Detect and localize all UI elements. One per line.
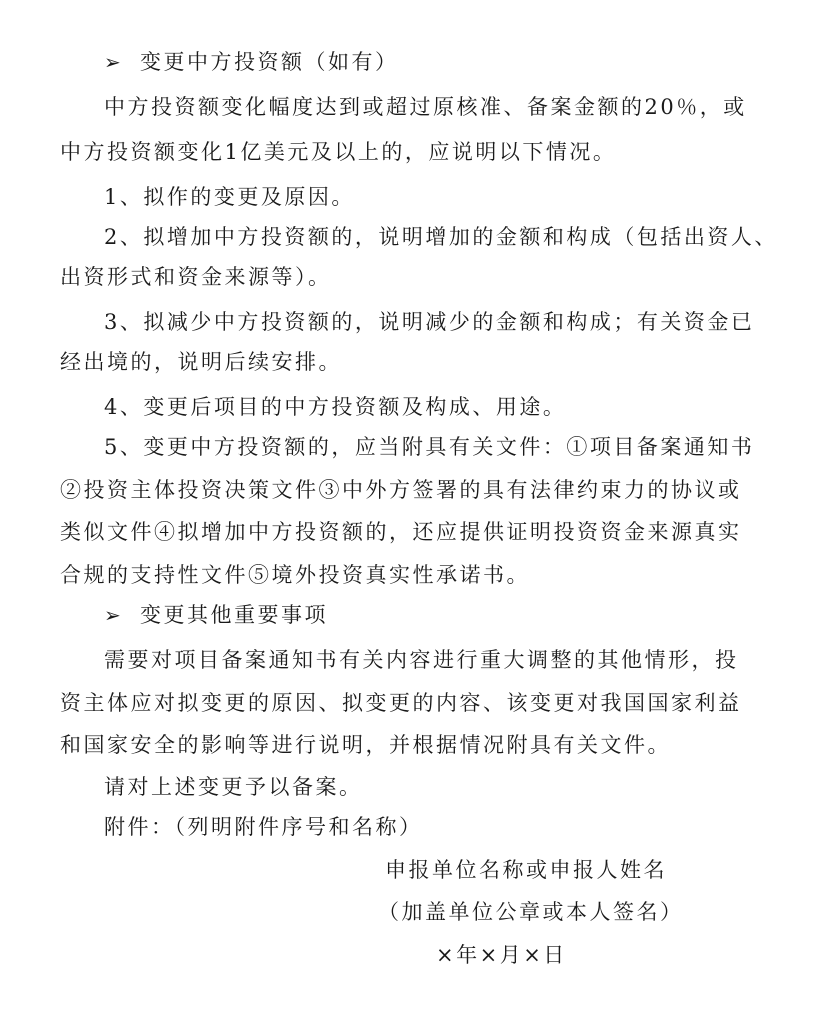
arrow-bullet-icon: ➢ xyxy=(104,603,124,627)
item3-line-1: 3、拟减少中方投资额的，说明减少的金额和构成；有关资金已 xyxy=(104,310,755,334)
section2-body-line-1: 需要对项目备案通知书有关内容进行重大调整的其他情形，投 xyxy=(104,648,739,672)
item1-line-1: 1、拟作的变更及原因。 xyxy=(104,185,355,209)
section2-heading-text: 变更其他重要事项 xyxy=(140,603,328,627)
item3-line-2: 经出境的，说明后续安排。 xyxy=(60,350,342,374)
section2-body-line-2: 资主体应对拟变更的原因、拟变更的内容、该变更对我国国家利益 xyxy=(60,691,742,715)
item5-line-1: 5、变更中方投资额的，应当附具有关文件：①项目备案通知书 xyxy=(104,435,755,459)
section1-intro-line-1: 中方投资额变化幅度达到或超过原核准、备案金额的20％，或 xyxy=(104,95,747,119)
item2-line-2: 出资形式和资金来源等）。 xyxy=(60,265,332,289)
item5-line-2: ②投资主体投资决策文件③中外方签署的具有法律约束力的协议或 xyxy=(60,478,742,502)
item4-line-1: 4、变更后项目的中方投资额及构成、用途。 xyxy=(104,395,567,419)
section2-heading xyxy=(104,600,774,630)
section1-intro-line-2: 中方投资额变化1亿美元及以上的，应说明以下情况。 xyxy=(60,140,617,164)
signature-name-line: 申报单位名称或申报人姓名 xyxy=(385,858,667,882)
item5-line-3: 类似文件④拟增加中方投资额的，还应提供证明投资资金来源真实 xyxy=(60,520,742,544)
section1-heading-text: 变更中方投资额（如有） xyxy=(140,50,399,74)
section2-body-line-3: 和国家安全的影响等进行说明，并根据情况附具有关文件。 xyxy=(60,733,671,757)
closing-attachment: 附件：（列明附件序号和名称） xyxy=(104,815,423,839)
signature-seal-line: （加盖单位公章或本人签名） xyxy=(378,900,684,924)
closing-request: 请对上述变更予以备案。 xyxy=(104,775,363,799)
signature-date-line: ×年×月×日 xyxy=(436,943,567,967)
arrow-bullet-icon: ➢ xyxy=(104,50,124,74)
item2-line-1: 2、拟增加中方投资额的，说明增加的金额和构成（包括出资人、 xyxy=(104,225,778,249)
item5-line-4: 合规的支持性文件⑤境外投资真实性承诺书。 xyxy=(60,563,530,587)
section1-heading xyxy=(104,47,774,77)
